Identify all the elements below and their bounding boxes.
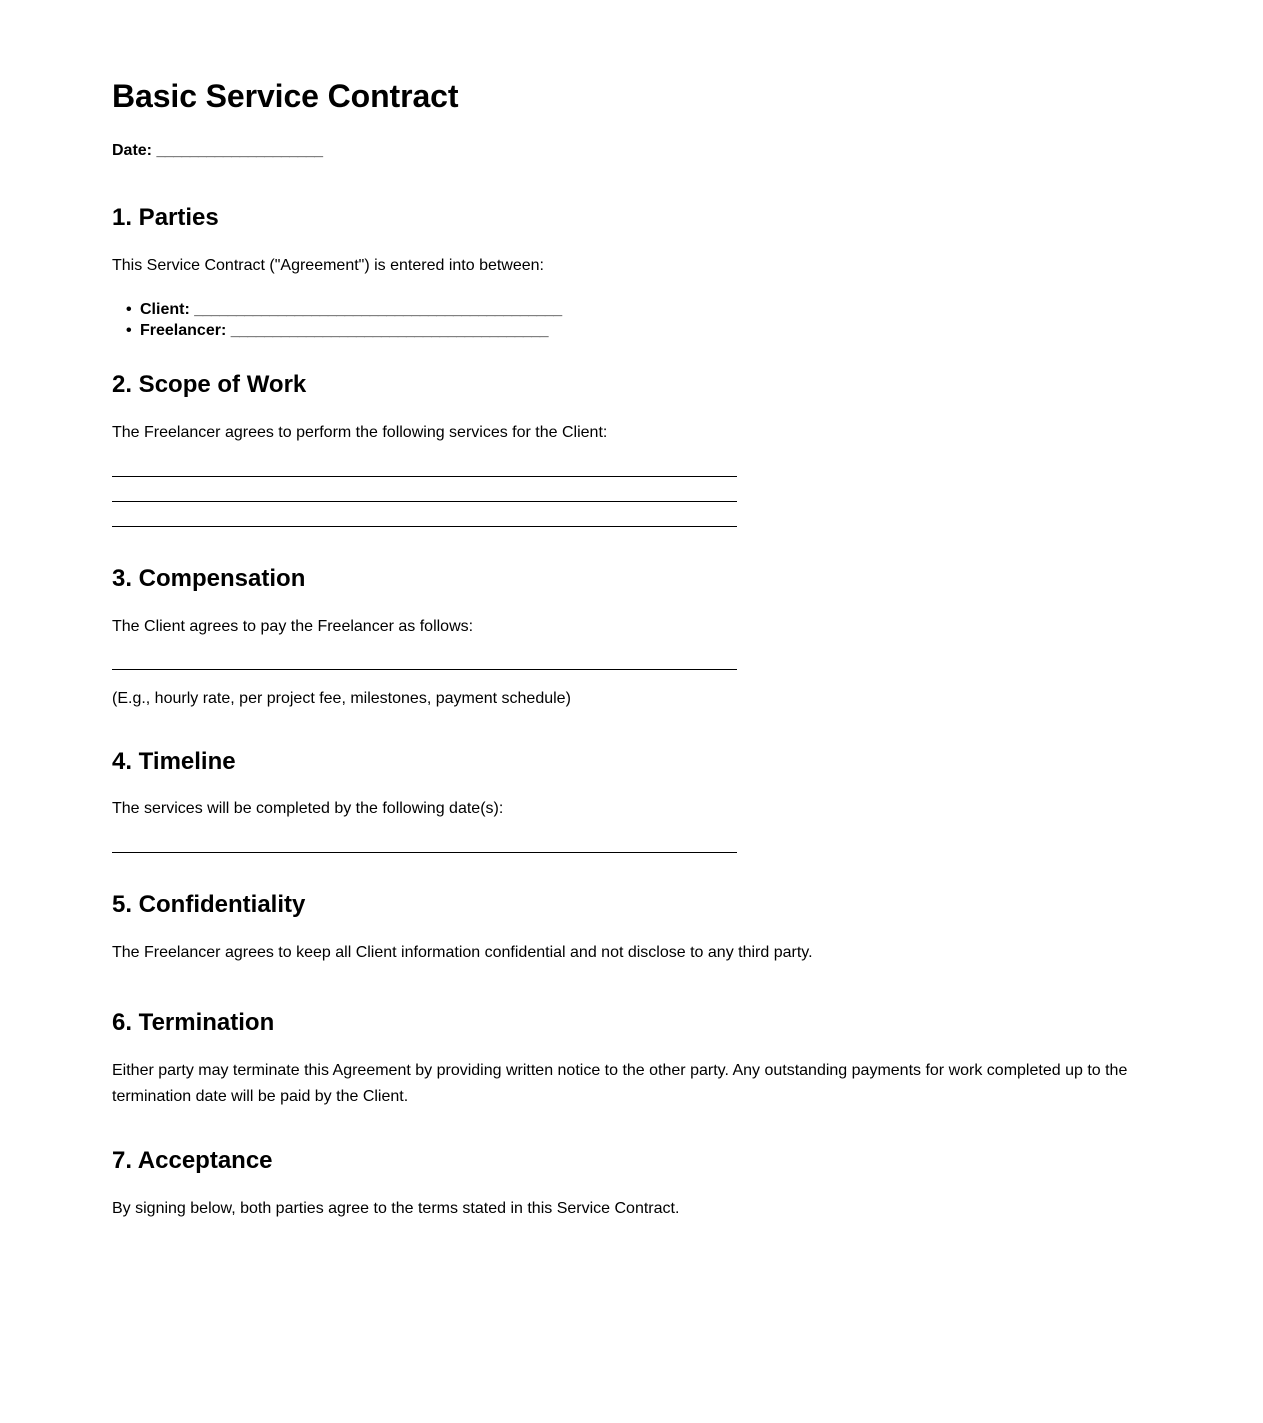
parties-intro-text: This Service Contract ("Agreement") is entered into between: [112, 256, 544, 274]
section-confidentiality [112, 891, 1151, 1009]
freelancer-blank-line[interactable]: ______________________________________ [230, 321, 548, 339]
section-heading-termination: 6. Termination [112, 1009, 275, 1037]
date-field-row [112, 141, 1151, 160]
compensation-blank-lines [112, 669, 1151, 670]
section-heading-compensation: 3. Compensation [112, 564, 306, 592]
timeline-spacer [112, 822, 1151, 852]
client-blank-line[interactable]: ____________________________________________ [194, 301, 562, 319]
termination-body-text: Either party may terminate this Agreement by providing written notice to the other party. Any outstanding payments for work completed up to the termination date will be paid by the Client. [112, 1062, 1128, 1105]
timeline-blank-line-1[interactable] [112, 852, 737, 853]
section-parties [112, 204, 1151, 341]
compensation-trailing-spacer [112, 734, 1151, 748]
timeline-blank-lines [112, 852, 1151, 853]
section-termination [112, 1009, 1151, 1147]
scope-blank-line-3[interactable] [112, 526, 737, 527]
scope-blank-line-1[interactable] [112, 476, 737, 477]
compensation-note-text: (E.g., hourly rate, per project fee, milestones, payment schedule) [112, 690, 571, 708]
list-item-client [140, 300, 1151, 320]
parties-list [112, 300, 1151, 341]
client-label: Client: [140, 301, 190, 319]
section-heading-parties: 1. Parties [112, 203, 219, 231]
page-title: Basic Service Contract [112, 78, 459, 114]
scope-blank-line-2[interactable] [112, 501, 737, 502]
timeline-intro-text: The services will be completed by the following date(s): [112, 800, 504, 818]
scope-spacer [112, 446, 1151, 476]
timeline-trailing-spacer [112, 877, 1151, 891]
compensation-intro-text: The Client agrees to pay the Freelancer as follows: [112, 617, 474, 635]
freelancer-label: Freelancer: [140, 321, 227, 339]
scope-intro-text: The Freelancer agrees to perform the following services for the Client: [112, 424, 608, 442]
scope-blank-lines [112, 476, 1151, 527]
section-scope-of-work [112, 371, 1151, 564]
confidentiality-trailing-spacer [112, 987, 1151, 1009]
scope-trailing-spacer [112, 551, 1151, 565]
section-acceptance [112, 1147, 1151, 1221]
termination-trailing-spacer [112, 1131, 1151, 1147]
confidentiality-body-text: The Freelancer agrees to keep all Client information confidential and not disclose to any third party. [112, 943, 813, 961]
compensation-spacer [112, 639, 1151, 669]
date-label: Date: [112, 141, 153, 159]
date-blank-line[interactable]: ____________________ [156, 141, 323, 159]
section-heading-timeline: 4. Timeline [112, 747, 236, 775]
section-heading-confidentiality: 5. Confidentiality [112, 891, 306, 919]
section-timeline [112, 748, 1151, 891]
list-item-freelancer [140, 321, 1151, 341]
acceptance-body-text: By signing below, both parties agree to the terms stated in this Service Contract. [112, 1200, 680, 1218]
section-heading-acceptance: 7. Acceptance [112, 1147, 273, 1175]
compensation-blank-line-1[interactable] [112, 669, 737, 670]
section-compensation [112, 565, 1151, 748]
section-heading-scope-of-work: 2. Scope of Work [112, 371, 307, 399]
